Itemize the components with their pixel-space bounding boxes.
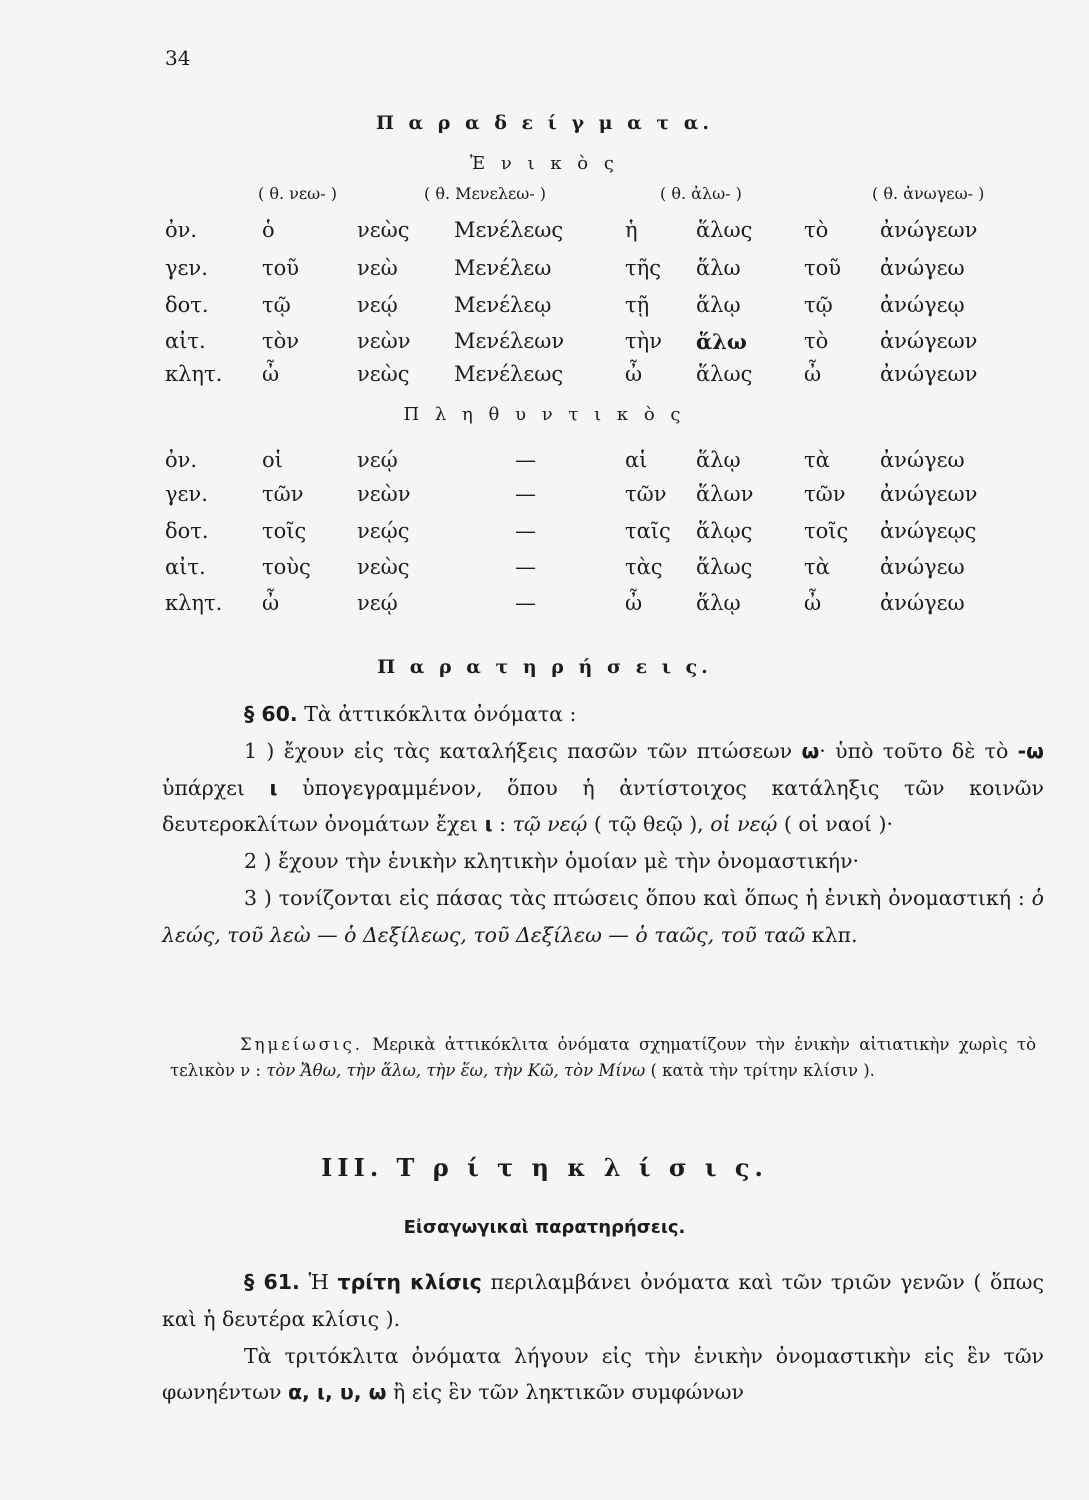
section-number: § 60.	[244, 702, 298, 726]
article: ταῖς	[625, 519, 671, 543]
paragraph-text: ἢ εἰς ἓν τῶν ληκτικῶν συμφώνων	[393, 1380, 744, 1405]
empty-dash: —	[515, 519, 536, 543]
form: νεὼς	[357, 362, 410, 386]
form: ἅλω	[696, 256, 741, 280]
article: ὦ	[804, 362, 822, 386]
case-label: κλητ.	[165, 591, 223, 615]
form: ἅλως	[696, 555, 753, 579]
article: τὸ	[804, 329, 829, 353]
intro-heading: Εἰσαγωγικαὶ παρατηρήσεις.	[403, 1217, 686, 1238]
note-label: Σημείωσις.	[240, 1035, 363, 1054]
note-text: ( κατὰ τὴν τρίτην κλίσιν ).	[650, 1061, 875, 1080]
paragraph-text: ( οἱ ναοί )·	[783, 812, 893, 837]
bold-letter: -ω	[1017, 738, 1044, 763]
form: νεὼ	[357, 256, 398, 280]
form: ἅλω	[696, 329, 747, 354]
example-form: οἱ νεῴ	[710, 812, 778, 837]
form: ἅλων	[696, 482, 754, 506]
bold-letter: ω	[801, 738, 820, 763]
case-label: αἰτ.	[165, 329, 206, 353]
example-form: τὸν Ἄθω, τὴν ἅλω, τὴν ἕω, τὴν Κῶ, τὸν Μίνω	[266, 1061, 646, 1080]
form: ἅλῳ	[696, 293, 741, 317]
table-row	[0, 448, 1089, 478]
plural-label: Π λ η θ υ ν τ ι κ ὸ ς	[403, 404, 686, 425]
form: ἀνώγεων	[880, 362, 978, 386]
table-row	[0, 256, 1089, 286]
form: νεῴ	[357, 591, 398, 615]
table-row	[0, 555, 1089, 585]
form: Μενέλεω	[454, 256, 552, 280]
bold-letter: ι	[484, 812, 493, 837]
form: ἅλῳς	[696, 519, 753, 543]
article: τῶν	[804, 482, 846, 506]
case-label: γεν.	[165, 482, 208, 506]
form: νεὼς	[357, 218, 410, 242]
paragraph-text: Τὰ τριτόκλιτα ὀνόματα λήγουν εἰς τὴν ἑνικὴν ὀνομαστικὴν εἰς ἓν τῶν φωνηέντων	[162, 1343, 1044, 1405]
table-row	[0, 591, 1089, 621]
article: τῶν	[262, 482, 304, 506]
article: ὦ	[262, 362, 280, 386]
stem-header-4: ( θ. ἀνωγεω- )	[872, 184, 985, 203]
examples-title: Π α ρ α δ ε ί γ μ α τ α.	[375, 112, 714, 134]
paragraph-text: :	[499, 812, 507, 837]
bold-letters: α, ι, υ, ω	[287, 1380, 387, 1405]
form: ἀνώγεω	[880, 256, 965, 280]
form: ἀνώγεω	[880, 448, 965, 472]
section-3-title: III. Τ ρ ί τ η κ λ ί σ ι ς.	[321, 1153, 768, 1182]
article: τοῖς	[804, 519, 849, 543]
paragraph-text: περιλαμβάνει ὀνόματα καὶ τῶν τριῶν γενῶν ( ὅπως καὶ ἡ δευτέρα κλίσις ).	[162, 1270, 1044, 1331]
paragraph-text: ὑπάρχει	[162, 775, 245, 800]
form: ἀνώγεῳς	[880, 519, 977, 543]
article: τοῦ	[804, 256, 842, 280]
form: νεὼν	[357, 329, 411, 353]
paragraph-text: · ὑπὸ τοῦτο δὲ τὸ	[819, 738, 1009, 763]
article: αἱ	[625, 448, 648, 472]
paragraph-text: 3 ) τονίζονται εἰς πάσας τὰς πτώσεις ὅπου καὶ ὅπως ἡ ἑνικὴ ὀνομαστική :	[244, 885, 1025, 910]
article: ἡ	[625, 218, 638, 242]
case-label: ὀν.	[165, 218, 198, 242]
article: τῇ	[625, 293, 650, 317]
case-label: ὀν.	[165, 448, 198, 472]
article: τῆς	[625, 256, 661, 280]
observations-title: Π α ρ α τ η ρ ή σ ε ι ς.	[377, 656, 712, 678]
article: τὸν	[262, 329, 300, 353]
example-form: ὁ λεώς, τοῦ λεὼ — ὁ Δεξίλεως, τοῦ Δεξίλεω — ὁ ταῶς, τοῦ ταῶ	[162, 885, 1044, 947]
form: ἀνώγεω	[880, 591, 965, 615]
section-60	[162, 696, 1044, 954]
article: τοὺς	[262, 555, 311, 579]
form: ἅλως	[696, 362, 753, 386]
paragraph-text: ( τῷ θεῷ ),	[593, 812, 704, 837]
stem-header-1: ( θ. νεω- )	[258, 184, 337, 203]
stem-header-3: ( θ. ἀλω- )	[660, 184, 742, 203]
article: τὸ	[804, 218, 829, 242]
empty-dash: —	[515, 482, 536, 506]
paragraph-text: 2 ) ἔχουν τὴν ἑνικὴν κλητικὴν ὁμοίαν μὲ τὴν ὀνομαστικήν·	[244, 849, 860, 874]
case-label: δοτ.	[165, 293, 209, 317]
form: ἀνώγεων	[880, 329, 978, 353]
paragraph-text: 1 ) ἔχουν εἰς τὰς καταλήξεις πασῶν τῶν πτώσεων	[244, 738, 793, 763]
article: οἱ	[262, 448, 283, 472]
form: ἅλῳ	[696, 591, 741, 615]
bold-letter: ι	[269, 775, 278, 800]
article: τῶν	[625, 482, 667, 506]
article: ὦ	[804, 591, 822, 615]
article: τῷ	[804, 293, 833, 317]
case-label: γεν.	[165, 256, 208, 280]
article: τοῖς	[262, 519, 307, 543]
table-row	[0, 519, 1089, 549]
form: ἀνώγεῳ	[880, 293, 965, 317]
empty-dash: —	[515, 555, 536, 579]
article: τὰ	[804, 555, 830, 579]
case-label: αἰτ.	[165, 555, 206, 579]
article: ὁ	[262, 218, 275, 242]
singular-label: Ἑ ν ι κ ὸ ς	[470, 153, 619, 174]
note-text: Μερικὰ ἀττικόκλιτα ὀνόματα σχηματίζουν τὴν ἑνικὴν αἰτιατικὴν χωρὶς τὸ τελικὸν ν :	[170, 1035, 1036, 1080]
paragraph-text: ὑπογεγραμμένον, ὅπου ἡ ἀντίστοιχος κατάληξις τῶν κοινῶν δευτεροκλίτων ὀνομάτων ἔχει	[162, 775, 1044, 837]
form: νεὼς	[357, 555, 410, 579]
section-60-intro: Τὰ ἀττικόκλιτα ὀνόματα :	[304, 702, 577, 726]
paragraph-text: κλπ.	[811, 922, 858, 947]
article: τὰς	[625, 555, 663, 579]
article: τὴν	[625, 329, 662, 353]
table-row	[0, 362, 1089, 392]
bold-term: τρίτη κλίσις	[337, 1270, 482, 1294]
form: Μενέλεων	[454, 329, 565, 353]
form: Μενέλεως	[454, 362, 564, 386]
form: Μενέλεως	[454, 218, 564, 242]
form: νεὼν	[357, 482, 411, 506]
case-label: δοτ.	[165, 519, 209, 543]
example-form: τῷ νεῴ	[512, 812, 588, 837]
article: τῷ	[262, 293, 291, 317]
table-row	[0, 218, 1089, 248]
form: Μενέλεῳ	[454, 293, 552, 317]
article: τὰ	[804, 448, 830, 472]
form: ἀνώγεων	[880, 218, 978, 242]
paragraph-text: Ἡ	[308, 1270, 329, 1294]
article: ὦ	[625, 362, 643, 386]
section-number: § 61.	[244, 1270, 300, 1294]
stem-header-2: ( θ. Μενελεω- )	[424, 184, 547, 203]
case-label: κλητ.	[165, 362, 223, 386]
article: ὦ	[262, 591, 280, 615]
form: ἀνώγεων	[880, 482, 978, 506]
form: νεῴ	[357, 448, 398, 472]
form: ἅλῳ	[696, 448, 741, 472]
form: ἀνώγεω	[880, 555, 965, 579]
form: ἅλως	[696, 218, 753, 242]
article: τοῦ	[262, 256, 300, 280]
table-row	[0, 293, 1089, 323]
table-row	[0, 482, 1089, 512]
empty-dash: —	[515, 448, 536, 472]
form: νεῴ	[357, 293, 398, 317]
table-row	[0, 329, 1089, 359]
form: νεῴς	[357, 519, 410, 543]
page-number: 34	[165, 46, 191, 70]
note	[170, 1032, 1036, 1084]
empty-dash: —	[515, 591, 536, 615]
section-61	[162, 1264, 1044, 1411]
article: ὦ	[625, 591, 643, 615]
